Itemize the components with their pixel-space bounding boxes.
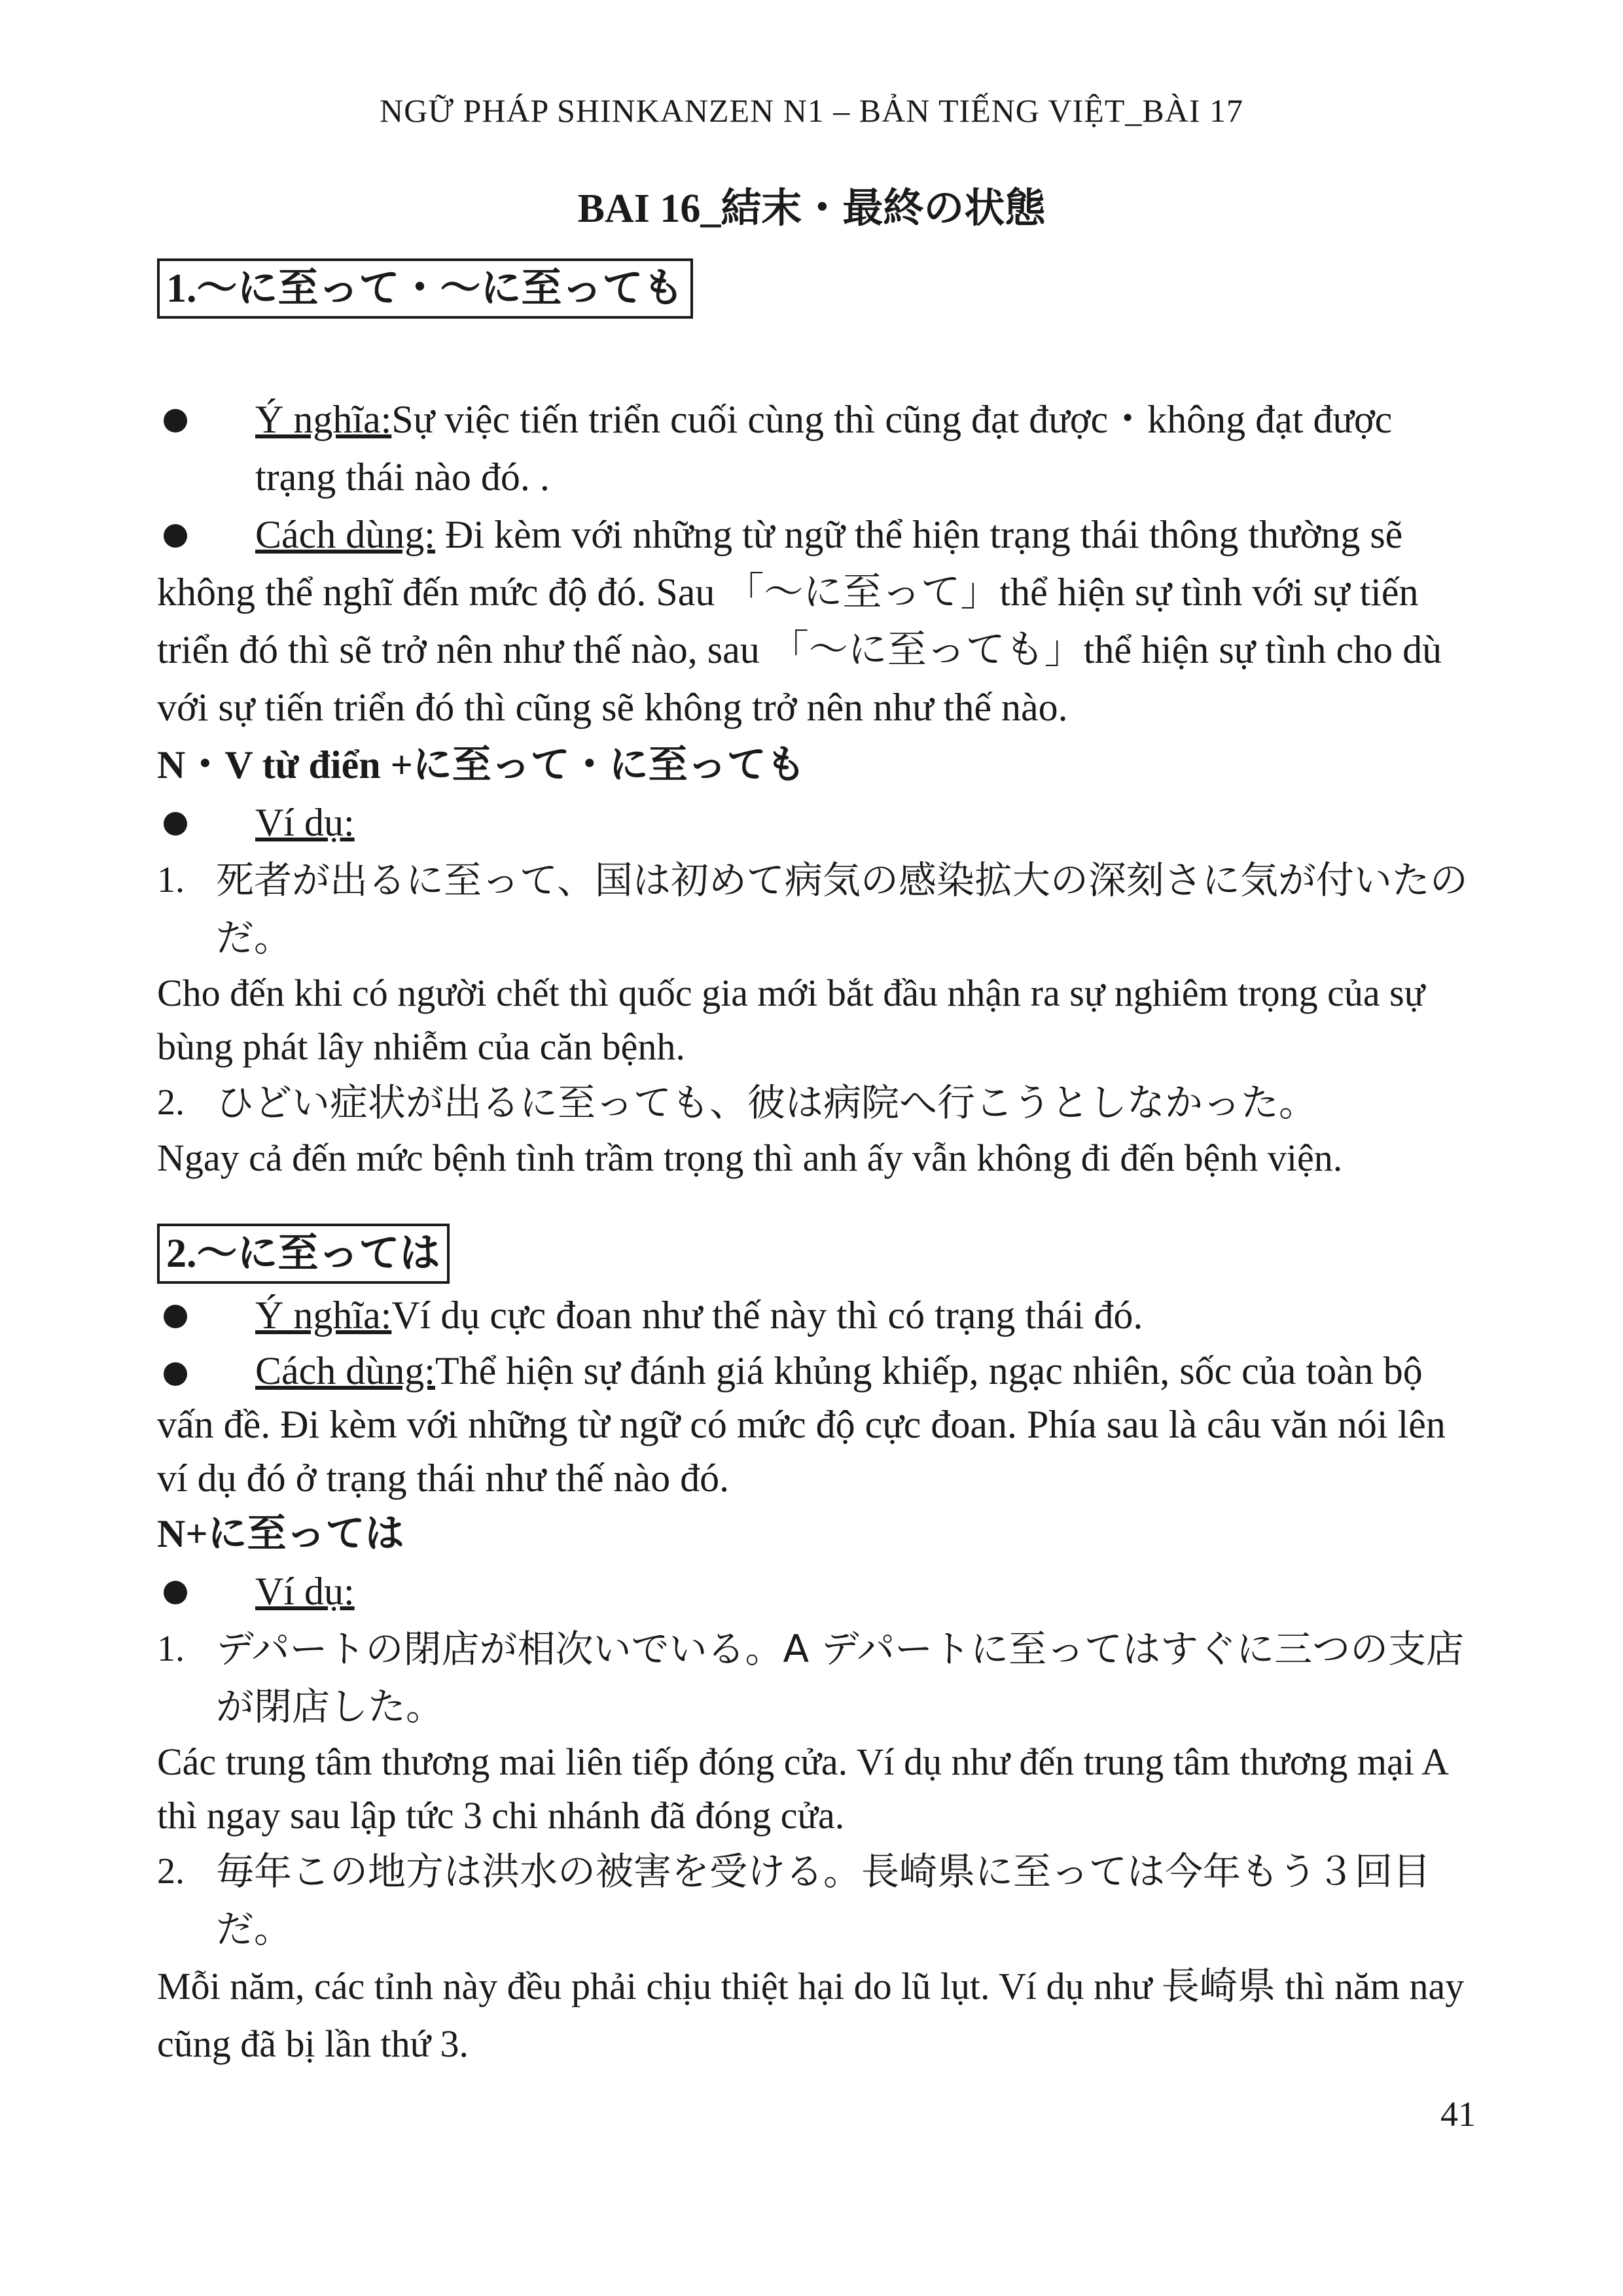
section-1-heading: 1.〜に至って・〜に至っても [157,258,693,319]
section-1-meaning [157,391,1472,506]
section-2-example-label-row [157,1563,1472,1620]
usage-label: Cách dùng: [255,513,435,556]
example-jp-text: ひどい症状が出るに至っても、彼は病院へ行こうとしなかった。 [216,1080,1317,1125]
meaning-label: Ý nghĩa: [255,1294,392,1337]
example-jp [157,851,1472,966]
example-number: 1. [157,1629,185,1669]
running-header: NGỮ PHÁP SHINKANZEN N1 – BẢN TIẾNG VIỆT_BÀI 17 [380,92,1243,129]
usage-label: Cách dùng: [255,1349,435,1392]
example-translation: Cho đến khi có người chết thì quốc gia mới bắt đầu nhận ra sự nghiêm trọng của sự bùng phát lây nhiễm của căn bệnh. [157,972,1425,1068]
example-label: Ví dụ: [255,801,355,844]
usage-text: Đi kèm với những từ ngữ thể hiện trạng thái thông thường sẽ không thể nghĩ đến mức độ đó. Sau 「〜に至って」thể hiện sự tình với sự tiến triển đó thì sẽ trở nên như thế nào, sau 「〜に至っても」thể hiện sự tình cho dù với sự tiến triển đó thì cũng sẽ không trở nên như thế nào. [157,513,1442,729]
example-number: 2. [157,1082,185,1123]
example-translation: Các trung tâm thương mai liên tiếp đóng cửa. Ví dụ như đến trung tâm thương mại A thì ngay sau lập tức 3 chi nhánh đã đóng cửa. [157,1740,1447,1837]
bullet-icon [164,409,187,433]
section-1-pattern: N・V từ điển +に至って・に至っても [157,743,806,786]
section-1 [157,258,1472,1185]
example-jp [157,1074,1472,1131]
example-jp [157,1620,1472,1735]
example-number: 2. [157,1851,185,1892]
usage-text: Thể hiện sự đánh giá khủng khiếp, ngạc nhiên, sốc của toàn bộ vấn đề. Đi kèm với những từ ngữ có mức độ cực đoan. Phía sau là câu văn nói lên ví dụ đó ở trạng thái như thế nào đó. [157,1349,1446,1500]
example-jp-text: 死者が出るに至って、国は初めて病気の感染拡大の深刻さに気が付いたのだ。 [216,858,1468,960]
meaning-label: Ý nghĩa: [255,398,392,441]
section-2-heading: 2.〜に至っては [157,1224,450,1284]
section-1-example-label-row [157,794,1472,851]
example-translation: Ngay cả đến mức bệnh tình trầm trọng thì anh ấy vẫn không đi đến bệnh viện. [157,1137,1343,1179]
meaning-text: Sự việc tiến triển cuối cùng thì cũng đạt được・không đạt được trạng thái nào đó. . [255,398,1393,499]
section-1-usage [157,506,1472,736]
example-jp-text: デパートの閉店が相次いでいる。A デパートに至ってはすぐに三つの支店が閉店した。 [216,1627,1465,1729]
meaning-text: Ví dụ cực đoan như thế này thì có trạng thái đó. [391,1294,1143,1337]
bullet-icon [164,524,187,548]
section-2-pattern: N+に至っては [157,1512,404,1555]
example-number: 1. [157,860,185,900]
bullet-icon [164,1581,187,1604]
bullet-icon [164,1305,187,1328]
section-2 [157,1224,1472,2073]
bullet-icon [164,812,187,836]
example-translation: Mỗi năm, các tỉnh này đều phải chịu thiệt hại do lũ lụt. Ví dụ như 長崎県 thì năm nay cũng đã bị lần thứ 3. [157,1965,1465,2065]
example-jp-text: 毎年この地方は洪水の被害を受ける。長崎県に至っては今年もう３回目だ。 [216,1849,1431,1951]
example-label: Ví dụ: [255,1570,355,1613]
section-2-meaning [157,1286,1472,1344]
page-number: 41 [1440,2094,1476,2134]
lesson-title: BAI 16_結末・最終の状態 [577,186,1046,231]
bullet-icon [164,1362,187,1386]
example-jp [157,1843,1472,1958]
section-2-usage [157,1344,1472,1505]
